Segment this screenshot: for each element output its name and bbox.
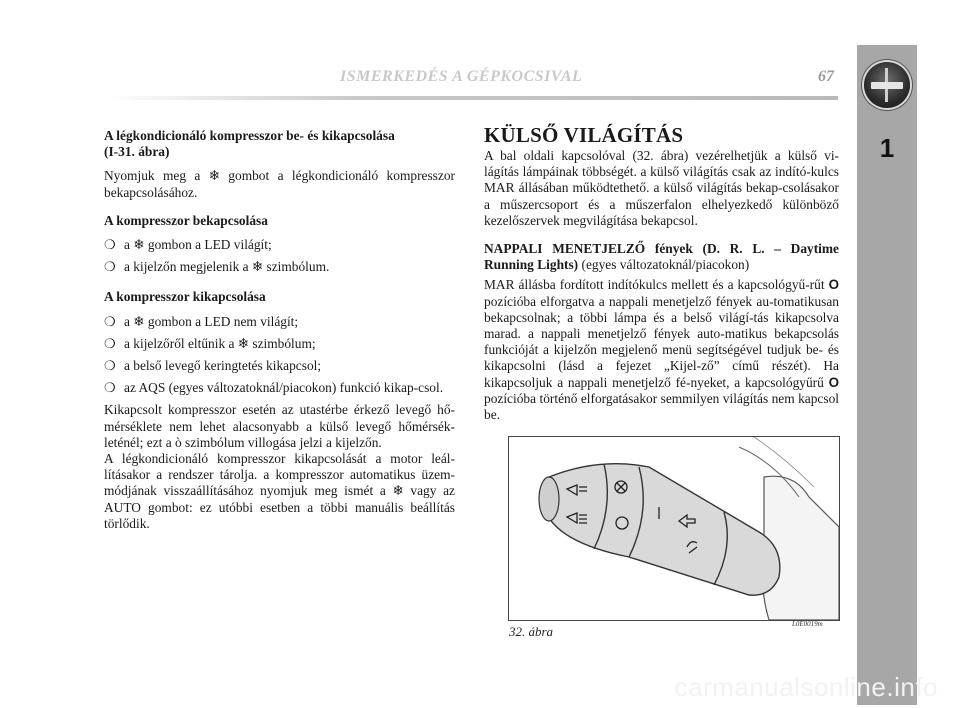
list-item: ❍ a ❄ gombon a LED világít; <box>104 237 272 253</box>
figure-32 <box>508 436 840 621</box>
list-item: ❍ az AQS (egyes változatoknál/piacokon) funkció kikap-csol. <box>104 380 444 396</box>
paragraph: MAR állásba fordított indítókulcs mellett és a kapcsológyű-rűt O pozícióba elforgatva a nappali menetjelző fények au-tomatikusan bekapcsolnak; a többi lámpa és a belső világí-tás kikapcsolva marad. a nappali menetjelző fények auto-matikus bekapcsolás funkcióját a kijelzőn megjelenő menü segítségével tudjuk be- és kikapcsolni (lásd a fejezet „Kijel-ző” című részét). Ha kikapcsoljuk a nappali menetjelző fé-nyeket, a kapcsológyűrű O pozícióba történő elforgatásakor semmilyen világítás nem kapcsol be. <box>484 277 839 423</box>
section-title: KÜLSŐ VILÁGÍTÁS <box>484 123 684 147</box>
bullet-icon: ❍ <box>104 237 116 253</box>
list-item: ❍ a belső levegő keringtetés kikapcsol; <box>104 358 322 374</box>
figure-code: L0E0019m <box>792 620 823 628</box>
right-column <box>484 122 839 423</box>
chapter-number: 1 <box>879 133 895 163</box>
left-column <box>104 128 455 532</box>
list-item: ❍ a ❄ gombon a LED nem világít; <box>104 313 299 329</box>
header-rule <box>104 96 838 100</box>
running-title: ISMERKEDÉS A GÉPKOCSIVAL <box>340 68 583 85</box>
snowflake-icon: ❄ <box>133 237 145 253</box>
bullet-icon: ❍ <box>104 313 116 329</box>
drl-heading: NAPPALI MENETJELZŐ fények (D. R. L. – Daytime Running Lights) (egyes változatoknál/piacokon) <box>484 241 839 273</box>
paragraph: A bal oldali kapcsolóval (32. ábra) vezérelhetjük a külső vi-lágítás lámpáinak többségét. a külső világítás csak az indító-kulcs MAR állásában működtethető. a külső világítás bekap-csolásakor a műszercsoport és a műszerfalon elhelyezkedő különböző kezelőszervek megvilágítása bekapcsol. <box>484 148 839 228</box>
snowflake-icon: ❄ <box>208 168 220 184</box>
o-position-icon: O <box>828 374 839 390</box>
snowflake-icon: ❄ <box>392 483 404 499</box>
compressor-off-title: A kompresszor kikapcsolása <box>104 289 266 305</box>
bullet-icon: ❍ <box>104 259 116 275</box>
lancia-logo-icon <box>864 62 910 108</box>
snowflake-icon: ❄ <box>237 335 250 351</box>
intro-paragraph: Nyomjuk meg a ❄ gombot a légkondicionáló kompresszor bekapcsolásához. <box>104 168 455 200</box>
section-heading: A légkondicionáló kompresszor be- és kikapcsolása (I-31. ábra) <box>104 128 395 160</box>
watermark: carmanualsonline.info <box>674 672 938 702</box>
snowflake-icon: ❄ <box>251 259 264 275</box>
paragraph: Kikapcsolt kompresszor esetén az utastérbe érkező levegő hő-mérséklete nem lehet alacsonyabb a külső levegő hőmérsék-leténél; ezt a ò szimbólum villogása jelzi a kijelzőn. <box>104 402 455 450</box>
bullet-icon: ❍ <box>104 358 116 374</box>
list-item: ❍ a kijelzőn megjelenik a ❄ szimbólum. <box>104 259 330 275</box>
snowflake-icon: ❄ <box>133 313 145 329</box>
figure-caption: 32. ábra <box>509 624 554 639</box>
page-number: 67 <box>818 68 834 85</box>
o-position-icon: O <box>828 277 839 293</box>
light-switch-illustration <box>509 437 839 620</box>
bullet-icon: ❍ <box>104 380 116 396</box>
bullet-icon: ❍ <box>104 335 116 351</box>
list-item: ❍ a kijelzőről eltűnik a ❄ szimbólum; <box>104 335 316 351</box>
paragraph: A légkondicionáló kompresszor kikapcsolását a motor leál-lításakor a rendszer tárolja. a kompresszor automatikus üzem-módjának visszaállításához nyomjuk meg ismét a ❄ vagy az AUTO gombot: ez utóbbi esetben a többi manuális beállítás törlődik. <box>104 451 455 531</box>
compressor-on-title: A kompresszor bekapcsolása <box>104 212 268 228</box>
